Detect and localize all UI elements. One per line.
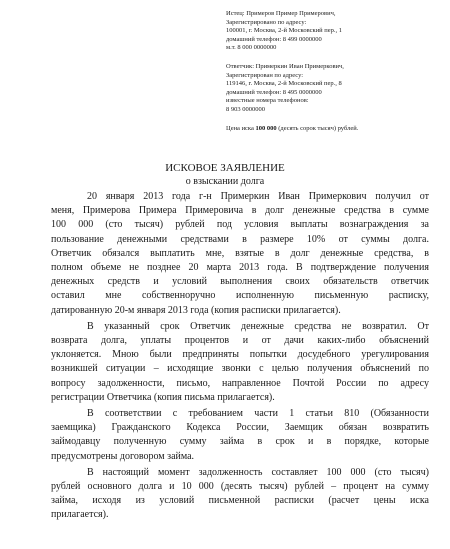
plaintiff-line: домашний телефон: 8 499 0000000 bbox=[226, 35, 322, 43]
text-line: уклоняется. Мною были предприняты попытки досудебного урегулирования bbox=[51, 349, 429, 361]
defendant-line: домашний телефон: 8 495 0000000 bbox=[226, 88, 322, 96]
defendant-line: 119146, г. Москва, 2-й Московский пер., 8 bbox=[226, 80, 342, 88]
claim-price bbox=[226, 125, 438, 134]
text-line: меня, Примерова Примера Примеровича в долг денежные средства в сумме bbox=[51, 205, 429, 217]
paragraph-4 bbox=[51, 466, 429, 523]
claim-price-prefix: Цена иска bbox=[226, 124, 254, 132]
document-title bbox=[0, 161, 450, 189]
text-line: вопросу задолженности, письмо, направленное Почтой России по адресу bbox=[51, 377, 429, 389]
defendant-line: Ответчик: Примеркин Иван Примеркович, bbox=[226, 62, 344, 70]
text-line: полном объеме не позднее 20 марта 2013 года. В подтверждение получения bbox=[51, 262, 429, 274]
claim-price-suffix: (десять сорок тысяч) рублей. bbox=[278, 124, 359, 132]
text-line: возникшей ситуации – исходящие звонки с целью получения объяснений по bbox=[51, 363, 429, 375]
text-line: пользование денежными средствами в размере 10% от суммы долга. bbox=[51, 233, 429, 245]
defendant-line: Зарегистрирован по адресу: bbox=[226, 71, 304, 79]
text-line: заемщика) Гражданского Кодекса России, Заемщик обязан возвратить bbox=[51, 422, 429, 434]
text-line: рублей основного долга и 10 000 (десять тысяч) рублей – процент на сумму bbox=[51, 481, 429, 493]
text-line: Ответчик обязался выплатить мне, взятые в долг денежные средства, в bbox=[51, 247, 429, 259]
text-line: оставил мне собственноручно исполненную письменную расписку, bbox=[51, 290, 429, 302]
text-line: предусмотрены договором займа. bbox=[51, 450, 195, 462]
text-line: В соответствии с требованием части 1 статьи 810 (Обязанности bbox=[87, 408, 429, 420]
text-line: регистрации Ответчика (копия письма прилагается). bbox=[51, 391, 275, 403]
claim-price-amount: 100 000 bbox=[255, 124, 277, 132]
defendant-block bbox=[226, 63, 438, 115]
paragraph-3 bbox=[51, 407, 429, 464]
text-line: 100 000 (сто тысяч) рублей под условия выплаты вознаграждения за bbox=[51, 219, 429, 231]
document-body bbox=[51, 190, 429, 525]
text-line: прилагается). bbox=[51, 509, 109, 521]
plaintiff-line: м.т. 8 000 0000000 bbox=[226, 44, 277, 52]
text-line: В указанный срок Ответчик денежные средства не возвратил. От bbox=[87, 320, 429, 332]
plaintiff-line: 100001, г. Москва, 2-й Московский пер., 1 bbox=[226, 27, 343, 35]
defendant-line: 8 903 0000000 bbox=[226, 105, 265, 113]
text-line: датированную 20-м января 2013 года (копия расписки прилагается). bbox=[51, 304, 341, 316]
plaintiff-block bbox=[226, 10, 438, 53]
text-line: В настоящий момент задолженность составляет 100 000 (сто тысяч) bbox=[87, 466, 429, 478]
header-block bbox=[226, 10, 438, 133]
title-main: ИСКОВОЕ ЗАЯВЛЕНИЕ bbox=[165, 162, 285, 174]
paragraph-2 bbox=[51, 320, 429, 405]
text-line: займа, исходя из условий письменной расписки (расчет цены иска bbox=[51, 495, 429, 507]
paragraph-1 bbox=[51, 190, 429, 318]
text-line: денежных средств и условий выполнения своих обязательств ответчик bbox=[51, 276, 429, 288]
plaintiff-line: Зарегистрировано по адресу: bbox=[226, 18, 307, 26]
defendant-line: известные номера телефонов: bbox=[226, 97, 309, 105]
text-line: займодавцу полученную сумму займа в срок и в порядке, которые bbox=[51, 436, 429, 448]
plaintiff-line: Истец: Примеров Пример Примерович, bbox=[226, 10, 336, 17]
title-subtitle: о взыскании долга bbox=[185, 176, 265, 187]
text-line: возврата долга, уплаты процентов и от дачи каких-либо объяснений bbox=[51, 335, 429, 347]
text-line: 20 января 2013 года г-н Примеркин Иван Примеркович получил от bbox=[87, 191, 429, 202]
